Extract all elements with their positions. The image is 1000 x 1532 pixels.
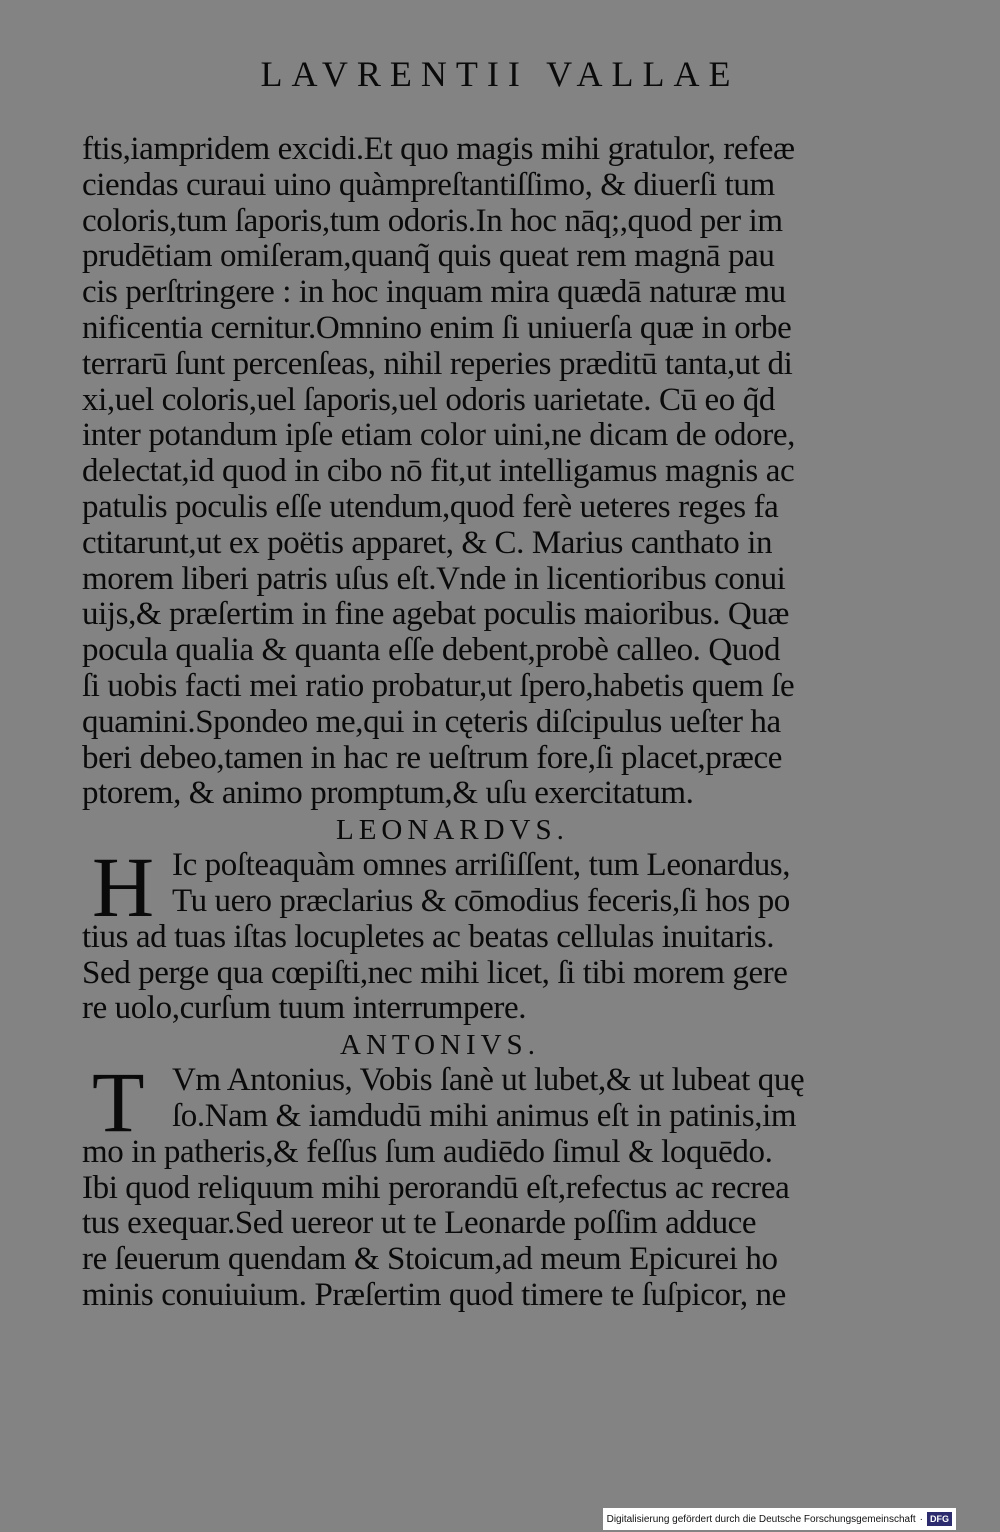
text-line: coloris,tum ſaporis,tum odoris.In hoc nāq;,quod per im [82,202,783,239]
speaker-heading-antonius: ANTONIVS. [340,1029,540,1062]
text-line: tus exequar.Sed uereor ut te Leonarde poſſim adduce [82,1205,757,1242]
digitization-credit: Digitalisierung gefördert durch die Deutsche Forschungsgemeinschaft · DFG [603,1508,956,1530]
credit-text: Digitalisierung gefördert durch die Deutsche Forschungsgemeinschaft [606,1513,916,1525]
text-line: morem liberi patris uſus eſt.Vnde in licentioribus conui [82,560,786,597]
text-line: beri debeo,tamen in hac re ueſtrum fore,ſi placet,præce [82,739,783,776]
text-line: patulis poculis eſſe utendum,quod ferè ueteres reges fa [82,488,779,525]
drop-cap: H [92,839,155,936]
text-line: Ibi quod reliquum mihi perorandū eſt,refectus ac recrea [82,1169,790,1206]
text-line: Tu uero præclarius & cōmodius feceris,ſi hos po [172,882,790,919]
text-line: mo in patheris,& feſſus ſum audiēdo ſimul & loquēdo. [82,1133,773,1170]
text-line: inter potandum ipſe etiam color uini,ne dicam de odore, [82,417,795,454]
text-line: Sed perge qua cœpiſti,nec mihi licet, ſi tibi morem gere [82,954,788,991]
text-line: ftis,iampridem excidi.Et quo magis mihi gratulor, refeæ [82,131,795,167]
text-line: terrarū ſunt percenſeas, nihil reperies præditū tanta,ut di [82,345,793,382]
text-line: Vm Antonius, Vobis ſanè ut lubet,& ut lubeat quę [172,1062,805,1099]
text-line: prudētiam omiſeram,quanq̃ quis queat rem magnā pau [82,238,775,275]
text-line: ptorem, & animo promptum,& uſu exercitatum. [82,775,694,812]
text-line: re ſeuerum quendam & Stoicum,ad meum Epicurei ho [82,1241,778,1278]
text-line: quamini.Spondeo me,qui in cęteris diſcipulus ueſter ha [82,703,781,740]
drop-cap: T [92,1054,145,1151]
paragraph-3 [82,1054,937,1314]
text-line: ctitarunt,ut ex poëtis apparet, & C. Marius canthato in [82,524,773,561]
text-line: xi,uel coloris,uel ſaporis,uel odoris uarietate. Cū eo q̃d [82,381,775,418]
paragraph-1 [82,132,937,812]
text-line: ciendas curaui uino quàmpreſtantiſſimo, & diuerſi tum [82,166,775,203]
text-line: cis perſtringere : in hoc inquam mira quædā naturæ mu [82,274,786,311]
speaker-heading-leonardus: LEONARDVS. [336,814,569,847]
text-line: ſo.Nam & iamdudū mihi animus eſt in patinis,im [172,1097,797,1134]
paragraph-2 [82,839,937,1027]
dfg-logo-icon: DFG [927,1512,952,1526]
text-line: uijs,& præſertim in fine agebat poculis maioribus. Quæ [82,596,790,633]
running-header: LAVRENTII VALLAE [260,54,740,94]
text-line: pocula qualia & quanta eſſe debent,probè calleo. Quod [82,632,781,669]
text-line: re uolo,curſum tuum interrumpere. [82,990,527,1027]
text-line: tius ad tuas iſtas locupletes ac beatas cellulas inuitaris. [82,918,775,955]
text-line: delectat,id quod in cibo nō fit,ut intelligamus magnis ac [82,453,795,490]
page-text [82,132,937,1314]
text-line: nificentia cernitur.Omnino enim ſi uniuerſa quæ in orbe [82,309,792,346]
text-line: minis conuiuium. Præſertim quod timere te ſuſpicor, ne [82,1276,786,1313]
text-line: ſi uobis facti mei ratio probatur,ut ſpero,habetis quem ſe [82,667,795,704]
text-line: Ic poſteaquàm omnes arriſiſſent, tum Leonardus, [172,847,791,884]
